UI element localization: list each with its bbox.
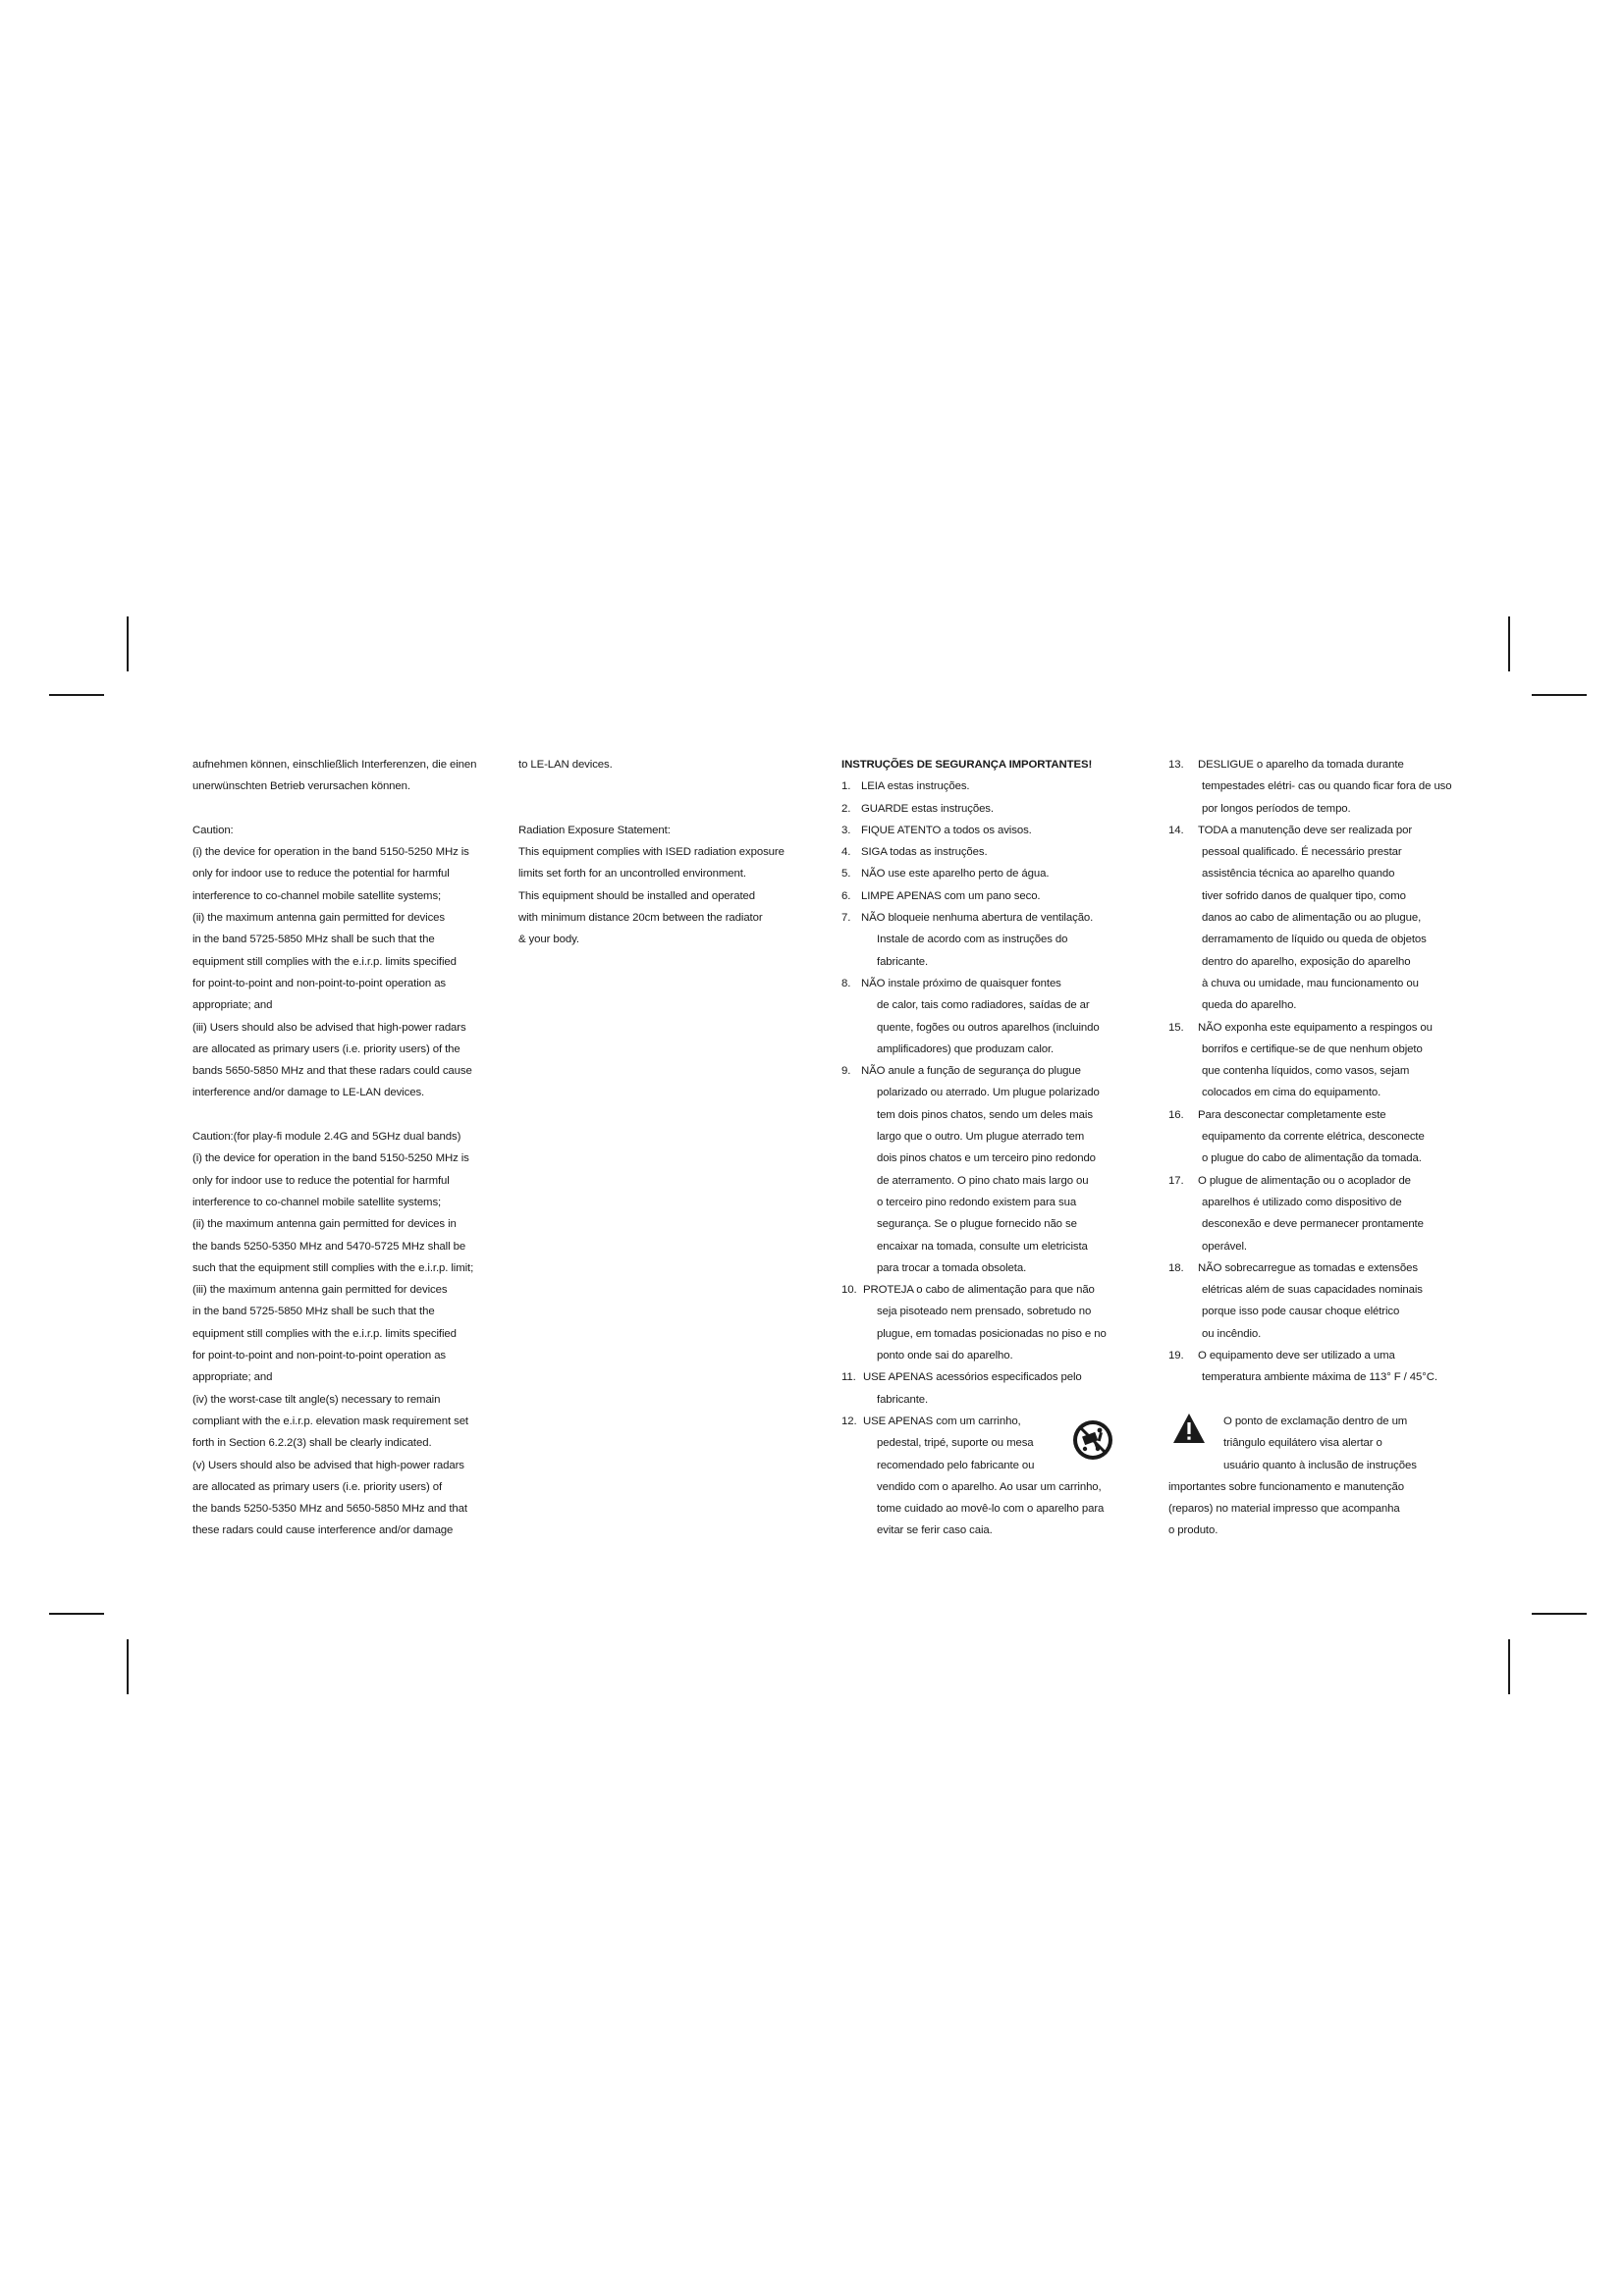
column-radiation-statement [518,754,803,951]
list-item [841,820,1136,841]
warning-text: importantes sobre funcionamento e manutenção [1168,1480,1405,1493]
item-text: à chuva ou umidade, mau funcionamento ou [1202,977,1419,989]
item-number: 18. [1168,1261,1184,1274]
crop-mark [49,694,104,696]
text-line: unerwünschten Betrieb verursachen können. [192,780,410,793]
text-line: the bands 5250-5350 MHz and 5470-5725 MHz shall be [192,1240,466,1253]
text-line: with minimum distance 20cm between the radiator [518,912,763,925]
item-text: tem dois pinos chatos, sendo um deles mais [877,1108,1093,1121]
list-item [1168,1170,1463,1257]
text-line: only for indoor use to reduce the potential for harmful [192,1174,450,1187]
text-line: (iii) the maximum antenna gain permitted for devices [192,1284,448,1297]
list-item [841,863,1136,884]
list-item [1168,820,1463,1017]
item-number: 4. [841,846,851,859]
item-text: dentro do aparelho, exposição do aparelho [1202,955,1411,968]
item-text: FIQUE ATENTO a todos os avisos. [861,824,1032,836]
item-text: quente, fogões ou outros aparelhos (incluindo [877,1021,1100,1034]
text-line: & your body. [518,934,579,946]
item-text: largo que o outro. Um plugue aterrado tem [877,1131,1085,1144]
crop-mark [1532,694,1587,696]
item-text: por longos períodos de tempo. [1202,802,1351,815]
item-text: NÃO use este aparelho perto de água. [861,868,1050,881]
text-line: (i) the device for operation in the band 5150-5250 MHz is [192,846,469,859]
list-item [1168,1345,1463,1389]
item-number: 17. [1168,1174,1184,1187]
item-text: elétricas além de suas capacidades nominais [1202,1284,1423,1297]
item-number: 13. [1168,759,1184,771]
item-number: 10. [841,1284,857,1297]
text-line: interference to co-channel mobile satellite systems; [192,889,442,902]
text-line: forth in Section 6.2.2(3) shall be clearly indicated. [192,1437,432,1450]
text-line: only for indoor use to reduce the potential for harmful [192,868,450,881]
list-item [841,1060,1136,1279]
text-line: This equipment complies with ISED radiation exposure [518,846,785,859]
item-text: Para desconectar completamente este [1198,1108,1386,1121]
item-number: 11. [841,1371,856,1384]
item-text: Instale de acordo com as instruções do [877,934,1068,946]
item-text: queda do aparelho. [1202,999,1297,1012]
warning-text: o produto. [1168,1524,1218,1537]
item-text: desconexão e deve permanecer prontamente [1202,1218,1424,1231]
item-text: colocados em cima do equipamento. [1202,1087,1381,1099]
text-line: (iv) the worst-case tilt angle(s) necessary to remain [192,1393,441,1406]
text-line: the bands 5250-5350 MHz and 5650-5850 MHz and that [192,1503,467,1516]
text-line: equipment still complies with the e.i.r.p. limits specified [192,955,457,968]
text-line: in the band 5725-5850 MHz shall be such that the [192,1306,435,1318]
item-text: NÃO bloqueie nenhuma abertura de ventilação. [861,912,1094,925]
item-number: 7. [841,912,851,925]
text-line: are allocated as primary users (i.e. priority users) of [192,1480,443,1493]
item-text: ponto onde sai do aparelho. [877,1350,1013,1362]
cart-tip-over-icon [1071,1418,1114,1462]
item-text: que contenha líquidos, como vasos, sejam [1202,1065,1410,1078]
item-text: aparelhos é utilizado como dispositivo de [1202,1196,1402,1208]
text-line: appropriate; and [192,999,273,1012]
text-line: (i) the device for operation in the band 5150-5250 MHz is [192,1152,469,1165]
item-text: NÃO anule a função de segurança do plugue [861,1065,1081,1078]
radiation-heading: Radiation Exposure Statement: [518,824,671,836]
item-number: 15. [1168,1021,1184,1034]
text-line: (ii) the maximum antenna gain permitted for devices [192,912,446,925]
item-text: NÃO exponha este equipamento a respingos ou [1198,1021,1433,1034]
caution-heading: Caution:(for play-fi module 2.4G and 5GHz dual bands) [192,1131,461,1144]
item-number: 5. [841,868,851,881]
item-text: O plugue de alimentação ou o acoplador de [1198,1174,1411,1187]
item-text: borrifos e certifique-se de que nenhum objeto [1202,1042,1423,1055]
list-item [841,798,1136,820]
item-number: 16. [1168,1108,1184,1121]
text-line: interference and/or damage to LE-LAN devices. [192,1087,425,1099]
item-number: 1. [841,780,851,793]
item-text: de calor, tais como radiadores, saídas de ar [877,999,1090,1012]
item-number: 19. [1168,1350,1184,1362]
list-item [841,1366,1136,1411]
warning-text: (reparos) no material impresso que acompanha [1168,1503,1400,1516]
item-number: 14. [1168,824,1184,836]
column-safety-instructions-continued [1168,754,1463,1542]
item-text: LIMPE APENAS com um pano seco. [861,889,1041,902]
text-line: for point-to-point and non-point-to-point operation as [192,1350,447,1362]
crop-mark [49,1613,104,1615]
item-text: equipamento da corrente elétrica, desconecte [1202,1131,1425,1144]
item-number: 2. [841,802,851,815]
item-text: evitar se ferir caso caia. [877,1524,993,1537]
list-item [841,885,1136,907]
item-number: 6. [841,889,851,902]
caution-heading: Caution: [192,824,234,836]
text-line: compliant with the e.i.r.p. elevation mask requirement set [192,1415,469,1427]
list-item [1168,1017,1463,1104]
list-item [841,973,1136,1060]
item-text: fabricante. [877,955,929,968]
crop-mark [1508,616,1510,671]
item-text: para trocar a tomada obsoleta. [877,1261,1027,1274]
item-text: encaixar na tomada, consulte um eletricista [877,1240,1088,1253]
item-text: pessoal qualificado. É necessário prestar [1202,846,1402,859]
text-line: This equipment should be installed and operated [518,889,756,902]
list-item [841,907,1136,973]
safety-title: INSTRUÇÕES DE SEGURANÇA IMPORTANTES! [841,759,1093,771]
item-text: assistência técnica ao aparelho quando [1202,868,1395,881]
item-text: NÃO sobrecarregue as tomadas e extensões [1198,1261,1418,1274]
list-item [1168,1257,1463,1345]
item-text: tiver sofrido danos de qualquer tipo, como [1202,889,1406,902]
text-line: aufnehmen können, einschließlich Interferenzen, die einen [192,759,477,771]
item-text: GUARDE estas instruções. [861,802,994,815]
list-item [841,775,1136,797]
text-line: limits set forth for an uncontrolled environment. [518,868,746,881]
text-line: equipment still complies with the e.i.r.p. limits specified [192,1327,457,1340]
item-text: DESLIGUE o aparelho da tomada durante [1198,759,1404,771]
text-line: bands 5650-5850 MHz and that these radars could cause [192,1065,472,1078]
item-text: polarizado ou aterrado. Um plugue polarizado [877,1087,1100,1099]
warning-text: triângulo equilátero visa alertar o [1223,1437,1382,1450]
item-text: seja pisoteado nem prensado, sobretudo no [877,1306,1092,1318]
item-text: O equipamento deve ser utilizado a uma [1198,1350,1395,1362]
item-text: o plugue do cabo de alimentação da tomada. [1202,1152,1422,1165]
item-text: de aterramento. O pino chato mais largo ou [877,1174,1089,1187]
item-text: SIGA todas as instruções. [861,846,988,859]
crop-mark [127,1639,129,1694]
list-item [841,1279,1136,1366]
item-number: 12. [841,1415,857,1427]
warning-triangle-icon [1172,1413,1206,1444]
text-line: are allocated as primary users (i.e. priority users) of the [192,1042,460,1055]
text-line: to LE-LAN devices. [518,759,613,771]
item-text: ou incêndio. [1202,1327,1262,1340]
item-text: vendido com o aparelho. Ao usar um carrinho, [877,1480,1102,1493]
text-line: (ii) the maximum antenna gain permitted for devices in [192,1218,457,1231]
list-item [841,1411,1136,1542]
text-line: such that the equipment still complies with the e.i.r.p. limit; [192,1261,474,1274]
item-text: o terceiro pino redondo existem para sua [877,1196,1077,1208]
item-text: segurança. Se o plugue fornecido não se [877,1218,1077,1231]
item-text: danos ao cabo de alimentação ou ao plugue, [1202,912,1422,925]
item-text: TODA a manutenção deve ser realizada por [1198,824,1413,836]
item-number: 8. [841,977,851,989]
text-line: interference to co-channel mobile satellite systems; [192,1196,442,1208]
list-item [841,841,1136,863]
column-fcc-caution [192,754,487,1542]
item-number: 9. [841,1065,851,1078]
crop-mark [1508,1639,1510,1694]
warning-notice [1168,1411,1463,1542]
item-text: PROTEJA o cabo de alimentação para que não [863,1284,1095,1297]
item-text: LEIA estas instruções. [861,780,970,793]
column-safety-instructions [841,754,1136,1542]
text-line: (iii) Users should also be advised that high-power radars [192,1021,466,1034]
text-line: for point-to-point and non-point-to-point operation as [192,977,447,989]
text-line: appropriate; and [192,1371,273,1384]
text-line: in the band 5725-5850 MHz shall be such that the [192,934,435,946]
item-text: pedestal, tripé, suporte ou mesa [877,1437,1034,1450]
item-text: fabricante. [877,1393,929,1406]
crop-mark [1532,1613,1587,1615]
item-text: derramamento de líquido ou queda de objetos [1202,934,1427,946]
warning-text: O ponto de exclamação dentro de um [1223,1415,1408,1427]
item-text: dois pinos chatos e um terceiro pino redondo [877,1152,1096,1165]
item-text: porque isso pode causar choque elétrico [1202,1306,1400,1318]
item-text: NÃO instale próximo de quaisquer fontes [861,977,1061,989]
item-text: amplificadores) que produzam calor. [877,1042,1055,1055]
list-item [1168,754,1463,820]
item-text: USE APENAS acessórios especificados pelo [863,1371,1082,1384]
item-text: tempestades elétri- cas ou quando ficar fora de uso [1202,780,1452,793]
warning-text: usuário quanto à inclusão de instruções [1223,1459,1417,1471]
crop-mark [127,616,129,671]
item-text: plugue, em tomadas posicionadas no piso e no [877,1327,1107,1340]
list-item [1168,1104,1463,1170]
item-text: operável. [1202,1240,1247,1253]
item-text: USE APENAS com um carrinho, [863,1415,1021,1427]
item-number: 3. [841,824,851,836]
item-text: tome cuidado ao movê-lo com o aparelho para [877,1503,1105,1516]
item-text: temperatura ambiente máxima de 113° F / 45°C. [1202,1371,1437,1384]
item-text: recomendado pelo fabricante ou [877,1459,1035,1471]
text-line: (v) Users should also be advised that high-power radars [192,1459,464,1471]
text-line: these radars could cause interference and/or damage [192,1524,454,1537]
